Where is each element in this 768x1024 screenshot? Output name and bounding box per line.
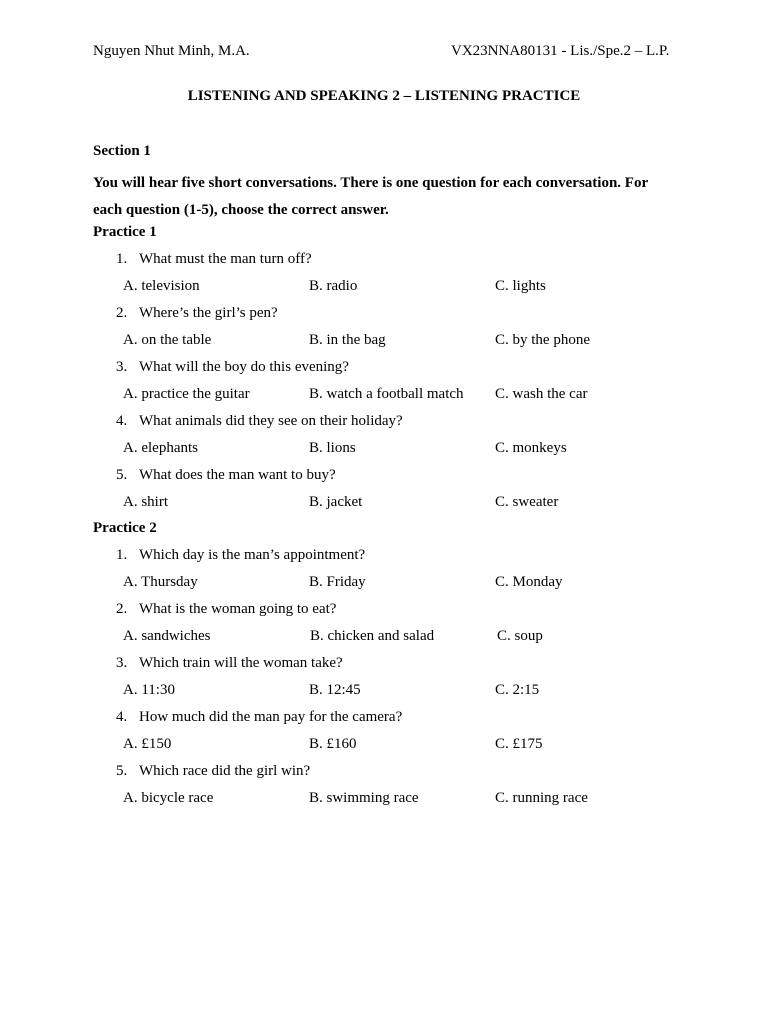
section-heading: Section 1: [93, 143, 151, 159]
question-item: [116, 305, 278, 322]
question-number: 1.: [116, 251, 128, 267]
answer-option-a: A. television: [123, 278, 200, 294]
answer-option-b: B. Friday: [309, 574, 366, 590]
answer-option-b: B. £160: [309, 736, 357, 752]
question-text: How much did the man pay for the camera?: [139, 709, 403, 725]
answer-option-b: B. chicken and salad: [310, 628, 435, 644]
question-number: 2.: [116, 601, 128, 617]
answer-option-b: B. lions: [309, 440, 356, 456]
header-author: Nguyen Nhut Minh, M.A.: [93, 43, 250, 59]
answer-option-c: C. Monday: [495, 574, 563, 590]
question-number: 1.: [116, 547, 128, 563]
answer-option-a: A. sandwiches: [123, 628, 211, 644]
answer-option-b: B. swimming race: [309, 790, 419, 806]
question-item: [116, 763, 310, 780]
answer-option-c: C. lights: [495, 278, 546, 294]
answer-option-a: A. 11:30: [123, 682, 175, 698]
answer-option-c: C. monkeys: [495, 440, 567, 456]
document-title: LISTENING AND SPEAKING 2 – LISTENING PRACTICE: [187, 88, 581, 104]
answer-option-a: A. Thursday: [123, 574, 198, 590]
answer-option-b: B. in the bag: [309, 332, 386, 348]
question-text: Which day is the man’s appointment?: [139, 547, 366, 563]
answer-option-a: A. £150: [123, 736, 172, 752]
question-number: 5.: [116, 467, 128, 483]
question-item: [116, 467, 336, 484]
answer-option-c: C. by the phone: [495, 332, 590, 348]
question-text: What will the boy do this evening?: [139, 359, 349, 375]
answer-option-a: A. bicycle race: [123, 790, 214, 806]
question-item: [116, 251, 312, 268]
question-text: What is the woman going to eat?: [139, 601, 337, 617]
answer-option-a: A. practice the guitar: [123, 386, 250, 402]
question-item: [116, 655, 343, 672]
question-text: What animals did they see on their holiday?: [139, 413, 403, 429]
question-text: What does the man want to buy?: [139, 467, 336, 483]
question-number: 4.: [116, 709, 128, 725]
question-number: 2.: [116, 305, 128, 321]
question-item: [116, 709, 402, 726]
question-item: [116, 547, 365, 564]
question-item: [116, 359, 349, 376]
answer-option-c: C. wash the car: [495, 386, 588, 402]
answer-option-a: A. shirt: [123, 494, 168, 510]
question-text: Which race did the girl win?: [139, 763, 311, 779]
question-number: 3.: [116, 359, 128, 375]
question-item: [116, 601, 336, 618]
answer-option-c: C. £175: [495, 736, 543, 752]
answer-option-c: C. soup: [497, 628, 543, 644]
question-number: 3.: [116, 655, 128, 671]
answer-option-b: B. radio: [309, 278, 358, 294]
answer-option-c: C. 2:15: [495, 682, 540, 698]
answer-option-b: B. watch a football match: [309, 386, 464, 402]
answer-option-b: B. jacket: [309, 494, 363, 510]
question-text: Which train will the woman take?: [139, 655, 343, 671]
practice-heading: Practice 2: [93, 520, 157, 536]
question-number: 4.: [116, 413, 128, 429]
answer-option-c: C. sweater: [495, 494, 559, 510]
practice-heading: Practice 1: [93, 224, 157, 240]
header-course-code: VX23NNA80131 - Lis./Spe.2 – L.P.: [451, 43, 670, 59]
answer-option-c: C. running race: [495, 790, 588, 806]
question-item: [116, 413, 403, 430]
section-instructions: You will hear five short conversations. There is one question for each conversation. For each question (1-5), choose the correct answer.: [93, 175, 648, 218]
question-text: Where’s the girl’s pen?: [139, 305, 278, 321]
answer-option-a: A. on the table: [123, 332, 212, 348]
answer-option-b: B. 12:45: [309, 682, 361, 698]
question-text: What must the man turn off?: [139, 251, 312, 267]
question-number: 5.: [116, 763, 128, 779]
answer-option-a: A. elephants: [123, 440, 198, 456]
